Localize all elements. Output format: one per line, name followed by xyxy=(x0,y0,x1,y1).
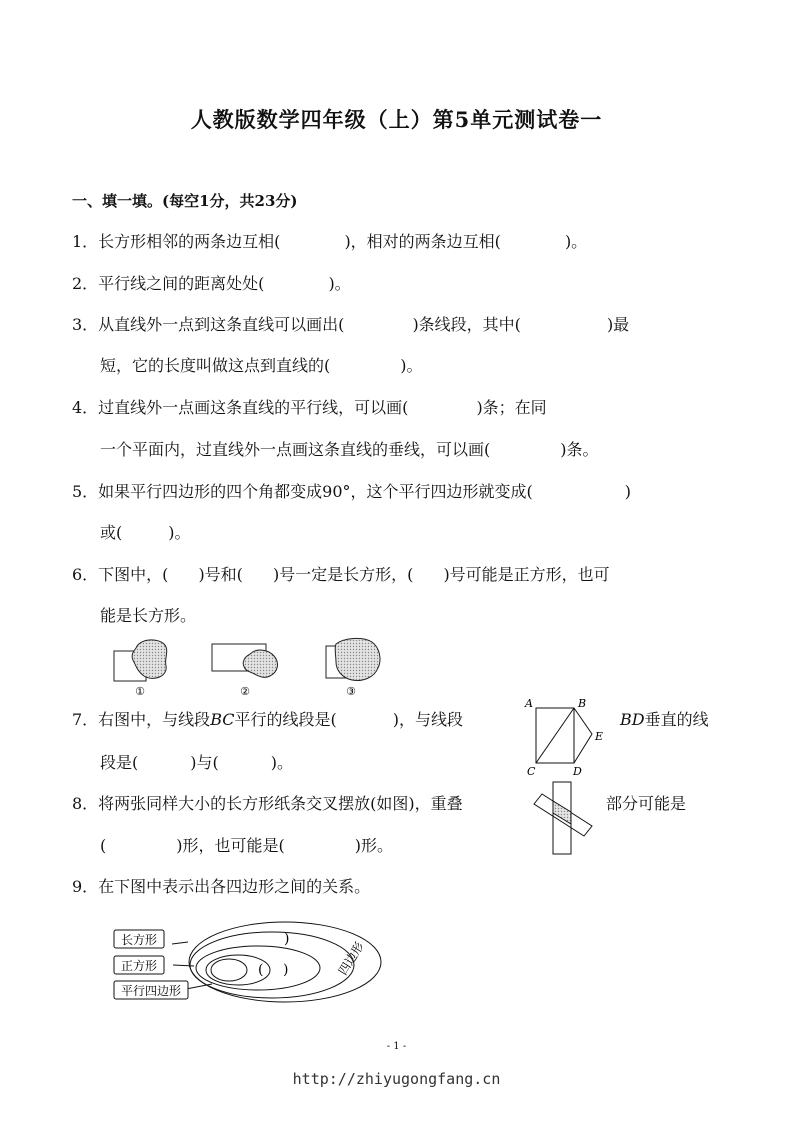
svg-text:): ) xyxy=(283,962,289,978)
svg-text:(: ( xyxy=(258,962,264,978)
question-3-line-2: 短，它的长度叫做这点到直线的( )。 xyxy=(100,356,423,375)
svg-text:A: A xyxy=(525,697,533,710)
q8-crossed-strips-figure xyxy=(530,780,600,860)
footer-url[interactable]: http://zhiyugongfang.cn xyxy=(292,1070,501,1088)
page-title: 人教版数学四年级（上）第5单元测试卷一 xyxy=(190,107,603,132)
section-heading: 一、填一填。(每空1分，共23分) xyxy=(72,192,298,210)
svg-text:③: ③ xyxy=(346,685,356,698)
q7-geometry-figure xyxy=(520,696,610,781)
svg-text:①: ① xyxy=(135,685,145,698)
svg-text:长方形: 长方形 xyxy=(120,933,158,947)
question-9: 9．在下图中表示出各四边形之间的关系。 xyxy=(72,877,371,896)
q6-figure-shapes xyxy=(100,636,390,698)
q9-quadrilateral-relation-diagram xyxy=(110,918,390,1008)
question-4-line-1: 4．过直线外一点画这条直线的平行线，可以画( )条；在同 xyxy=(72,398,547,417)
box-square xyxy=(114,956,164,974)
svg-text:平行四边形: 平行四边形 xyxy=(120,984,182,998)
question-3-line-1: 3．从直线外一点到这条直线可以画出( )条线段，其中( )最 xyxy=(72,315,630,334)
shape-3 xyxy=(326,638,380,698)
question-5-line-1: 5．如果平行四边形的四个角都变成90°，这个平行四边形就变成( ) xyxy=(72,482,632,501)
question-7-line-1-end: BD垂直的线 xyxy=(620,710,709,729)
question-8-line-1-end: 部分可能是 xyxy=(606,794,687,813)
svg-text:②: ② xyxy=(240,685,250,698)
shape-1 xyxy=(114,640,167,698)
page-number: - 1 - xyxy=(386,1041,407,1052)
svg-text:C: C xyxy=(527,765,536,778)
question-6-line-1: 6．下图中，( )号和( )号一定是长方形，( )号可能是正方形，也可 xyxy=(72,565,610,584)
svg-text:B: B xyxy=(578,697,587,710)
svg-text:): ) xyxy=(284,931,290,947)
question-4-line-2: 一个平面内，过直线外一点画这条直线的垂线，可以画( )条。 xyxy=(100,440,599,459)
outer-label: 四边形 xyxy=(335,939,367,978)
box-parallelogram xyxy=(114,981,188,999)
question-8-line-2: ( )形，也可能是( )形。 xyxy=(100,836,393,855)
question-8-line-1: 8．将两张同样大小的长方形纸条交叉摆放(如图)，重叠 xyxy=(72,794,463,813)
question-5-line-2: 或( )。 xyxy=(100,523,191,542)
svg-text:正方形: 正方形 xyxy=(120,959,158,973)
shape-2 xyxy=(212,644,277,698)
box-rectangle xyxy=(114,930,164,948)
question-7-line-2: 段是( )与( )。 xyxy=(100,753,293,772)
question-6-line-2: 能是长方形。 xyxy=(100,606,197,625)
svg-text:E: E xyxy=(595,730,604,743)
svg-text:D: D xyxy=(573,765,582,778)
question-2: 2．平行线之间的距离处处( )。 xyxy=(72,274,351,293)
question-1: 1．长方形相邻的两条边互相( )，相对的两条边互相( )。 xyxy=(72,232,588,251)
question-7-line-1: 7．右图中，与线段BC平行的线段是( )，与线段 xyxy=(72,710,463,729)
